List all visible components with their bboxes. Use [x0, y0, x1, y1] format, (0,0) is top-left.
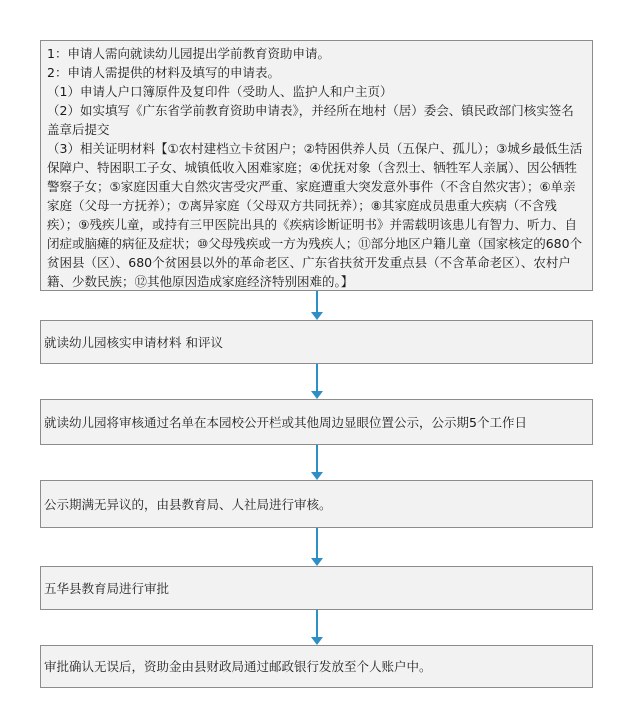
- step-county-review: [40, 480, 593, 528]
- step-2-text: 就读幼儿园核实申请材料 和评议: [44, 334, 223, 350]
- step-1-line-3: （1）申请人户口簿原件及复印件（受助人、监护人和户主页）: [47, 84, 393, 99]
- step-public-notice: [40, 399, 593, 445]
- step-5-text: 五华县教育局进行审批: [44, 580, 170, 596]
- step-fund-disbursement: [40, 645, 593, 688]
- step-4-text: 公示期满无异议的，由县教育局、人社局进行审核。: [44, 496, 332, 512]
- down-arrow-icon: [307, 528, 327, 566]
- down-arrow-icon: [307, 445, 327, 480]
- step-education-bureau-approval: [40, 566, 593, 610]
- step-verify-materials: [40, 320, 593, 364]
- step-3-text: 就读幼儿园将审核通过名单在本园校公开栏或其他周边显眼位置公示，公示期5个工作日: [44, 414, 527, 430]
- step-1-line-5: （3）相关证明材料【①农村建档立卡贫困户；②特困供养人员（五保户、孤儿）；③城乡最低生活保障户、特困职工子女、城镇低收入困难家庭；④优抚对象（含烈士、牺牲军人亲属）、因公牺牲警察子女；⑤家庭因重大自然灾害受灾严重、家庭遭重大突发意外事件（不含自然灾害）；⑥单亲家庭（父母一方抚养）；⑦离异家庭（父母双方共同抚养）；⑧其家庭成员患重大疾病（不含残疾）；⑨残疾儿童，或持有三甲医院出具的《疾病诊断证明书》并需载明该患儿有智力、听力、自闭症或脑瘫的病征及症状；⑩父母残疾或一方为残疾人；⑪部分地区户籍儿童（国家核定的680个贫困县（区）、680个贫困县以外的革命老区、广东省扶贫开发重点县（不含革命老区）、农村户籍、少数民族；⑫其他原因造成家庭经济特别困难的。】: [47, 141, 583, 289]
- step-1-line-2: 2：申请人需提供的材料及填写的申请表。: [47, 65, 280, 80]
- down-arrow-icon: [307, 291, 327, 320]
- step-6-text: 审批确认无误后，资助金由县财政局通过邮政银行发放至个人账户中。: [44, 659, 432, 674]
- step-1-line-4: （2）如实填写《广东省学前教育资助申请表》，并经所在地村（居）委会、镇民政部门核实签名盖章后提交: [47, 103, 574, 137]
- step-1-line-1: 1：申请人需向就读幼儿园提出学前教育资助申请。: [47, 46, 330, 61]
- down-arrow-icon: [307, 364, 327, 399]
- step-application-requirements: [40, 40, 593, 291]
- down-arrow-icon: [307, 610, 327, 645]
